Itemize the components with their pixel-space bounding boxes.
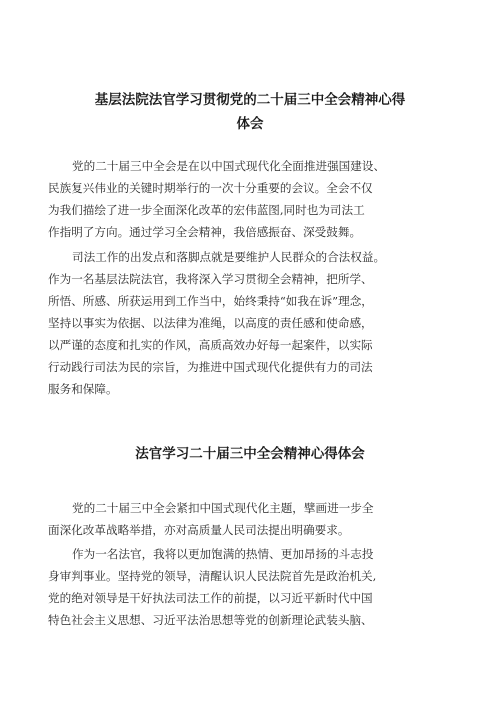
s1-p2-line-6: 行动践行司法为民的宗旨，为推进中国式现代化提供有力的司法 xyxy=(48,360,373,374)
section1-title-line-2: 体会 xyxy=(236,116,264,132)
s2-p1-line-2: 面深化改革战略举措，亦对高质量人民司法提出明确要求。 xyxy=(48,523,350,537)
section2-title: 法官学习二十届三中全会精神心得体会 xyxy=(135,446,365,462)
s1-p1-line-4: 作指明了方向。通过学习全会精神，我倍感振奋、深受鼓舞。 xyxy=(48,225,362,239)
s2-p2-line-4: 特色社会主义思想、习近平法治思想等党的创新理论武装头脑、 xyxy=(48,613,373,627)
s2-p2-line-3: 党的绝对领导是干好执法司法工作的前提，以习近平新时代中国 xyxy=(48,591,373,605)
s1-p2-line-1: 司法工作的出发点和落脚点就是要维护人民群众的合法权益。 xyxy=(72,250,386,264)
s1-p1-line-2: 民族复兴伟业的关键时期举行的一次十分重要的会议。全会不仅 xyxy=(48,181,373,195)
s1-p2-line-4: 坚持以事实为依据、以法律为准绳，以高度的责任感和使命感， xyxy=(48,316,373,330)
s2-p2-line-2: 身审判事业。坚持党的领导，清醒认识人民法院首先是政治机关, xyxy=(48,569,377,583)
s2-p2-line-1: 作为一名法官，我将以更加饱满的热情、更加昂扬的斗志投 xyxy=(72,547,374,561)
s2-p1-line-1: 党的二十届三中全会紧扣中国式现代化主题，擘画进一步全 xyxy=(72,501,374,515)
section1-title-line-1: 基层法院法官学习贯彻党的二十届三中全会精神心得 xyxy=(94,92,406,108)
s1-p2-line-2: 作为一名基层法院法官，我将深入学习贯彻全会精神，把所学、 xyxy=(48,272,373,286)
s1-p2-line-7: 服务和保障。 xyxy=(48,382,118,396)
s1-p2-line-3: 所悟、所感、所获运用到工作当中，始终秉持“如我在诉”理念， xyxy=(48,294,373,308)
s1-p1-line-3: 为我们描绘了进一步全面深化改革的宏伟蓝图,同时也为司法工 xyxy=(48,203,365,217)
s1-p1-line-1: 党的二十届三中全会是在以中国式现代化全面推进强国建设、 xyxy=(72,159,386,173)
s1-p2-line-5: 以严谨的态度和扎实的作风，高质高效办好每一起案件，以实际 xyxy=(48,338,373,352)
